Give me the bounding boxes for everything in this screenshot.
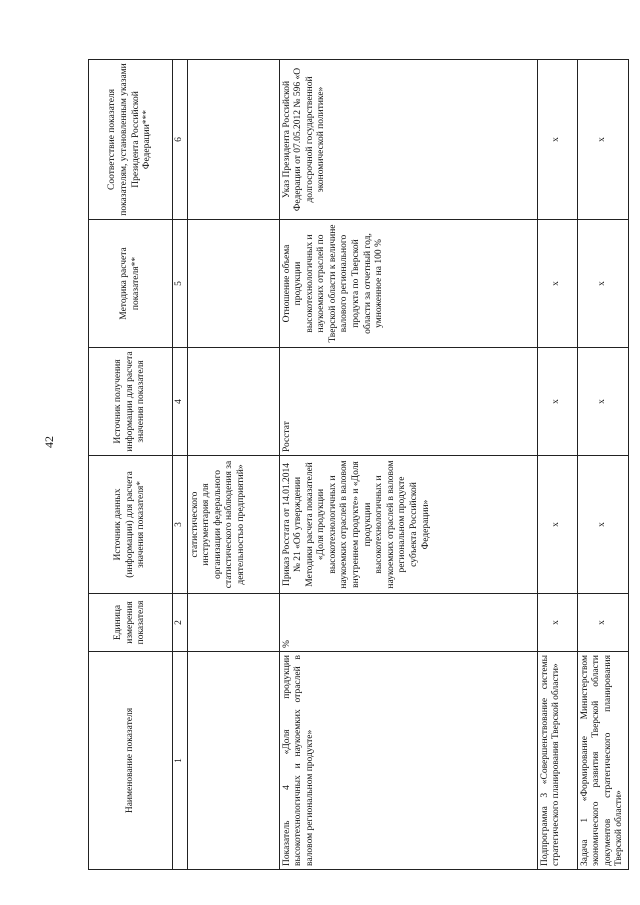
header-decree-match: Соответствие показателя показателям, установленным указами Президента Российской Федерации***: [89, 60, 173, 220]
cell-method: Отношение объема продукции высокотехнологичных и наукоемких отраслей по Тверской области к величине валового регионального продукта по Тверской области за отчетный год, умноженное на 100 %: [279, 220, 537, 348]
column-number: 3: [173, 456, 188, 594]
column-number: 5: [173, 220, 188, 348]
cell-unit: %: [279, 594, 537, 652]
table-header-row: [89, 60, 173, 870]
cell-method: х: [537, 220, 577, 348]
column-number: 2: [173, 594, 188, 652]
header-method: Методика расчета показателя**: [89, 220, 173, 348]
header-info-origin: Источник получения информации для расчета значения показателя: [89, 348, 173, 456]
cell-name: Подпрограмма 3 «Совершенствование системы стратегического планирования Тверской области»: [537, 652, 577, 870]
table-row: [187, 60, 279, 870]
table-row: [537, 60, 577, 870]
column-number: 1: [173, 652, 188, 870]
cell-unit: [187, 594, 279, 652]
indicator-table: [88, 59, 629, 870]
header-data-source: Источник данных (информации) для расчета значения показателя*: [89, 456, 173, 594]
cell-source: статистического инструментария для организации федерального статистического наблюдения за деятельностью предприятий»: [187, 456, 279, 594]
cell-name: Задача 1 «Формирование Министерством экономического развития Тверской области документов стратегического планирования Тверской области»: [577, 652, 628, 870]
cell-source: х: [577, 456, 628, 594]
table-row: [279, 60, 537, 870]
cell-origin: [187, 348, 279, 456]
table-row: [577, 60, 628, 870]
cell-method: [187, 220, 279, 348]
cell-origin: х: [577, 348, 628, 456]
cell-decree: [187, 60, 279, 220]
cell-origin: х: [537, 348, 577, 456]
column-number-row: [173, 60, 188, 870]
cell-unit: х: [577, 594, 628, 652]
cell-decree: Указ Президента Российской Федерации от 07.05.2012 № 596 «О долгосрочной государственной экономической политике»: [279, 60, 537, 220]
header-unit: Единица измерения показателя: [89, 594, 173, 652]
cell-decree: х: [537, 60, 577, 220]
column-number: 6: [173, 60, 188, 220]
cell-source: х: [537, 456, 577, 594]
cell-method: х: [577, 220, 628, 348]
cell-origin: Росстат: [279, 348, 537, 456]
cell-name: [187, 652, 279, 870]
indicator-table-container: [88, 60, 625, 870]
cell-name: Показатель 4 «Доля продукции высокотехнологичных и наукоемких отраслей в валовом региональном продукте»: [279, 652, 537, 870]
cell-decree: х: [577, 60, 628, 220]
page-number: 42: [42, 436, 56, 448]
cell-source: Приказ Росстата от 14.01.2014 № 21 «Об утверждении Методики расчета показателей «Доля продукции высокотехнологичных и наукоемких отраслей в валовом внутреннем продукте» и «Доля продукции высокотехнологичных и наукоемких отраслей в валовом региональном продукте субъекта Российской Федерации»: [279, 456, 537, 594]
cell-unit: х: [537, 594, 577, 652]
header-indicator-name: Наименование показателя: [89, 652, 173, 870]
column-number: 4: [173, 348, 188, 456]
